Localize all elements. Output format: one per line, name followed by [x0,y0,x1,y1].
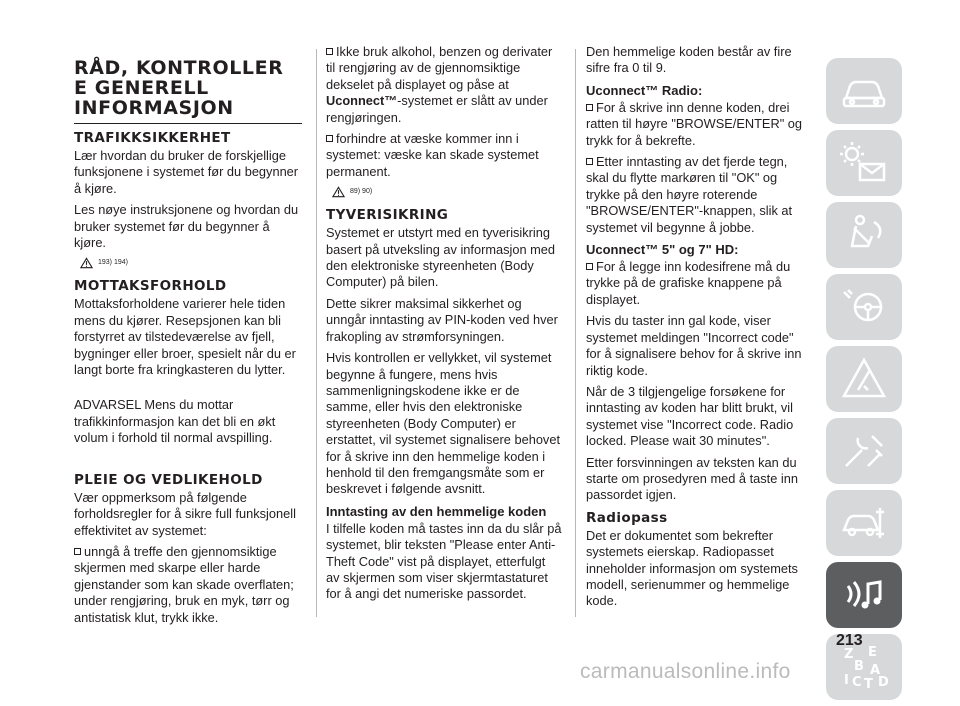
bullet-item [326,44,562,126]
chapter-title: RÅD, KONTROLLER E GENERELL INFORMASJON [74,58,302,124]
svg-text:E: E [868,645,877,660]
svg-text:I: I [844,673,849,688]
warning-reference [332,185,562,199]
chapter-tabs [826,58,902,706]
warning-road-icon [838,356,890,402]
heading-traffic-safety: TRAFIKKSIKKERHET [74,130,231,146]
warning-triangle-icon [80,257,93,269]
tab-lights[interactable] [826,130,902,196]
column-2 [326,44,562,608]
heading-anti-theft: TYVERISIKRING [326,207,449,224]
bullet-square-icon [586,158,593,165]
paragraph: Det er dokumentet som bekrefter systemets eierskap. Radiopasset inneholder informasjon om systemets modell, serienummer og hemmelige kode. [586,527,798,609]
bullet-text: For å skrive inn denne koden, drei ratten til høyre "BROWSE/ENTER" og trykk for å bekrefte. [586,99,803,148]
column-1 [74,52,302,631]
paragraph: Les nøye instruksjonene og hvordan du bruker systemet før du begynner å kjøre. [74,202,299,251]
column-divider-2 [575,49,576,617]
paragraph: Mottaksforholdene varierer hele tiden mens du kjører. Resepsjonen kan bli forstyrret av tilstedeværelse av fjell, bygninger eller broer, spesielt når du er langt borte fra kringkasteren du lytter. [74,296,296,378]
paragraph: Hvis du taster inn gal kode, viser systemet meldingen "Incorrect code" for å signalisere behov for å skrive inn riktig kode. [586,313,802,378]
paragraph: Vær oppmerksom på følgende forholdsregler for å sikre full funksjonell effektivitet av systemet: [74,489,296,538]
warning-triangle-icon [332,186,345,198]
brand-name: Uconnect™ [326,93,398,109]
tab-safety[interactable] [826,202,902,268]
steering-wheel-icon [838,284,890,330]
paragraph: I tilfelle koden må tastes inn da du slår på systemet, blir teksten "Please enter Anti-Theft Code" vist på displayet, etterfulgt av skjermen som viser skjermtastaturet for å angi det numeriske passordet. [326,520,562,602]
tab-dashboard[interactable] [826,58,902,124]
tab-driving[interactable] [826,274,902,340]
heading-reception: MOTTAKSFORHOLD [74,278,227,295]
bullet-square-icon [326,135,333,142]
page-number: 213 [836,632,863,649]
bullet-text: forhindre at væske kommer inn i systemet: væske kan skade systemet permanent. [326,131,539,179]
warning-refs: 193) 194) [98,259,128,267]
warning-refs: 89) 90) [350,188,373,196]
paragraph: Etter forsvinningen av teksten kan du starte om prosedyren med å taste inn passordet igjen. [586,454,798,503]
subheading-enter-code: Inntasting av den hemmelige koden [326,503,547,519]
tools-maintenance-icon [838,428,890,474]
paragraph: Når de 3 tilgjengelige forsøkene for inntasting av koden har blitt brukt, vil systemet vise "Incorrect code. Radio locked. Please wait 30 minutes". [586,383,794,449]
bullet-text: For å legge inn kodesifrene må du trykke på de grafiske knappene på displayet. [586,259,791,307]
paragraph: Hvis kontrollen er vellykket, vil systemet begynne å fungere, mens hvis sammenligningskodene ikke er de samme, eller hvis den elektroniske styreenheten (Body Computer) er erstattet, vil systemet signalisere behovet for å skrive inn den hemmelige koden i henhold til den fremgangsmåte som er beskrevet i følgende avsnitt. [326,350,561,497]
paragraph: Lær hvordan du bruker de forskjellige funksjonene i systemet før du begynner å kjøre. [74,148,299,196]
paragraph: Dette sikrer maksimal sikkerhet og unngår inntasting av PIN-koden ved hver frakopling av strømforsyningen. [326,295,558,344]
column-3 [586,44,808,615]
warning-reference [80,256,302,270]
alphabetical-index-icon [838,644,890,690]
bullet-item [326,131,562,180]
bullet-item [586,259,808,308]
tab-maintenance[interactable] [826,418,902,484]
bullet-item [74,544,302,626]
bullet-text: unngå å treffe den gjennomsiktige skjermen med skarpe eller harde gjenstander som kan skade overflaten; under rengjøring, bruk en myk, tørr og antistatisk klut, trykk ikke. [74,543,294,625]
bullet-text: -systemet er slått av under rengjøringen. [326,93,548,125]
car-dashboard-icon [838,68,890,114]
bullet-square-icon [586,104,593,111]
tab-specs[interactable] [826,490,902,556]
seatbelt-airbag-icon [838,212,890,258]
note-paragraph: ADVARSEL Mens du mottar trafikkinformasjon kan det bli en økt volum i forhold til normal avspilling. [74,397,276,446]
lights-message-icon [838,140,890,186]
svg-text:A: A [870,663,881,678]
heading-care: PLEIE OG VEDLIKEHOLD [74,471,263,488]
tab-multimedia[interactable] [826,562,902,628]
bullet-item [586,154,808,236]
svg-text:B: B [854,659,864,674]
bullet-text: Ikke bruk alkohol, benzen og derivater til rengjøring av de gjennomsiktige dekselet på displayet og påse at [326,44,553,92]
bullet-square-icon [326,48,333,55]
subheading-uconnect-hd: Uconnect™ 5" og 7" HD: [586,242,739,258]
bullet-square-icon [586,263,593,270]
paragraph: Systemet er utstyrt med en tyverisikring basert på utveksling av informasjon med den elektroniske styreenheten (Body Computer) på bilen. [326,225,556,290]
bullet-square-icon [74,548,81,555]
svg-text:T: T [864,677,873,690]
tab-emergency[interactable] [826,346,902,412]
bullet-text: Etter inntasting av det fjerde tegn, skal du flytte markøren til "OK" og trykke på den høyre roterende "BROWSE/ENTER"-knappen, slik at systemet vil begynne å jobbe. [586,154,793,235]
watermark: carmanualsonline.info [580,660,791,683]
svg-text:D: D [878,675,889,690]
multimedia-note-icon [838,572,890,618]
svg-text:C: C [852,675,862,690]
car-specs-icon [838,500,890,546]
heading-radiopass: Radiopass [586,509,668,526]
subheading-uconnect-radio: Uconnect™ Radio: [586,82,703,98]
svg-text:Z: Z [844,647,854,662]
column-divider-1 [316,49,317,617]
bullet-item [586,100,808,149]
paragraph: Den hemmelige koden består av fire sifre fra 0 til 9. [586,44,792,76]
